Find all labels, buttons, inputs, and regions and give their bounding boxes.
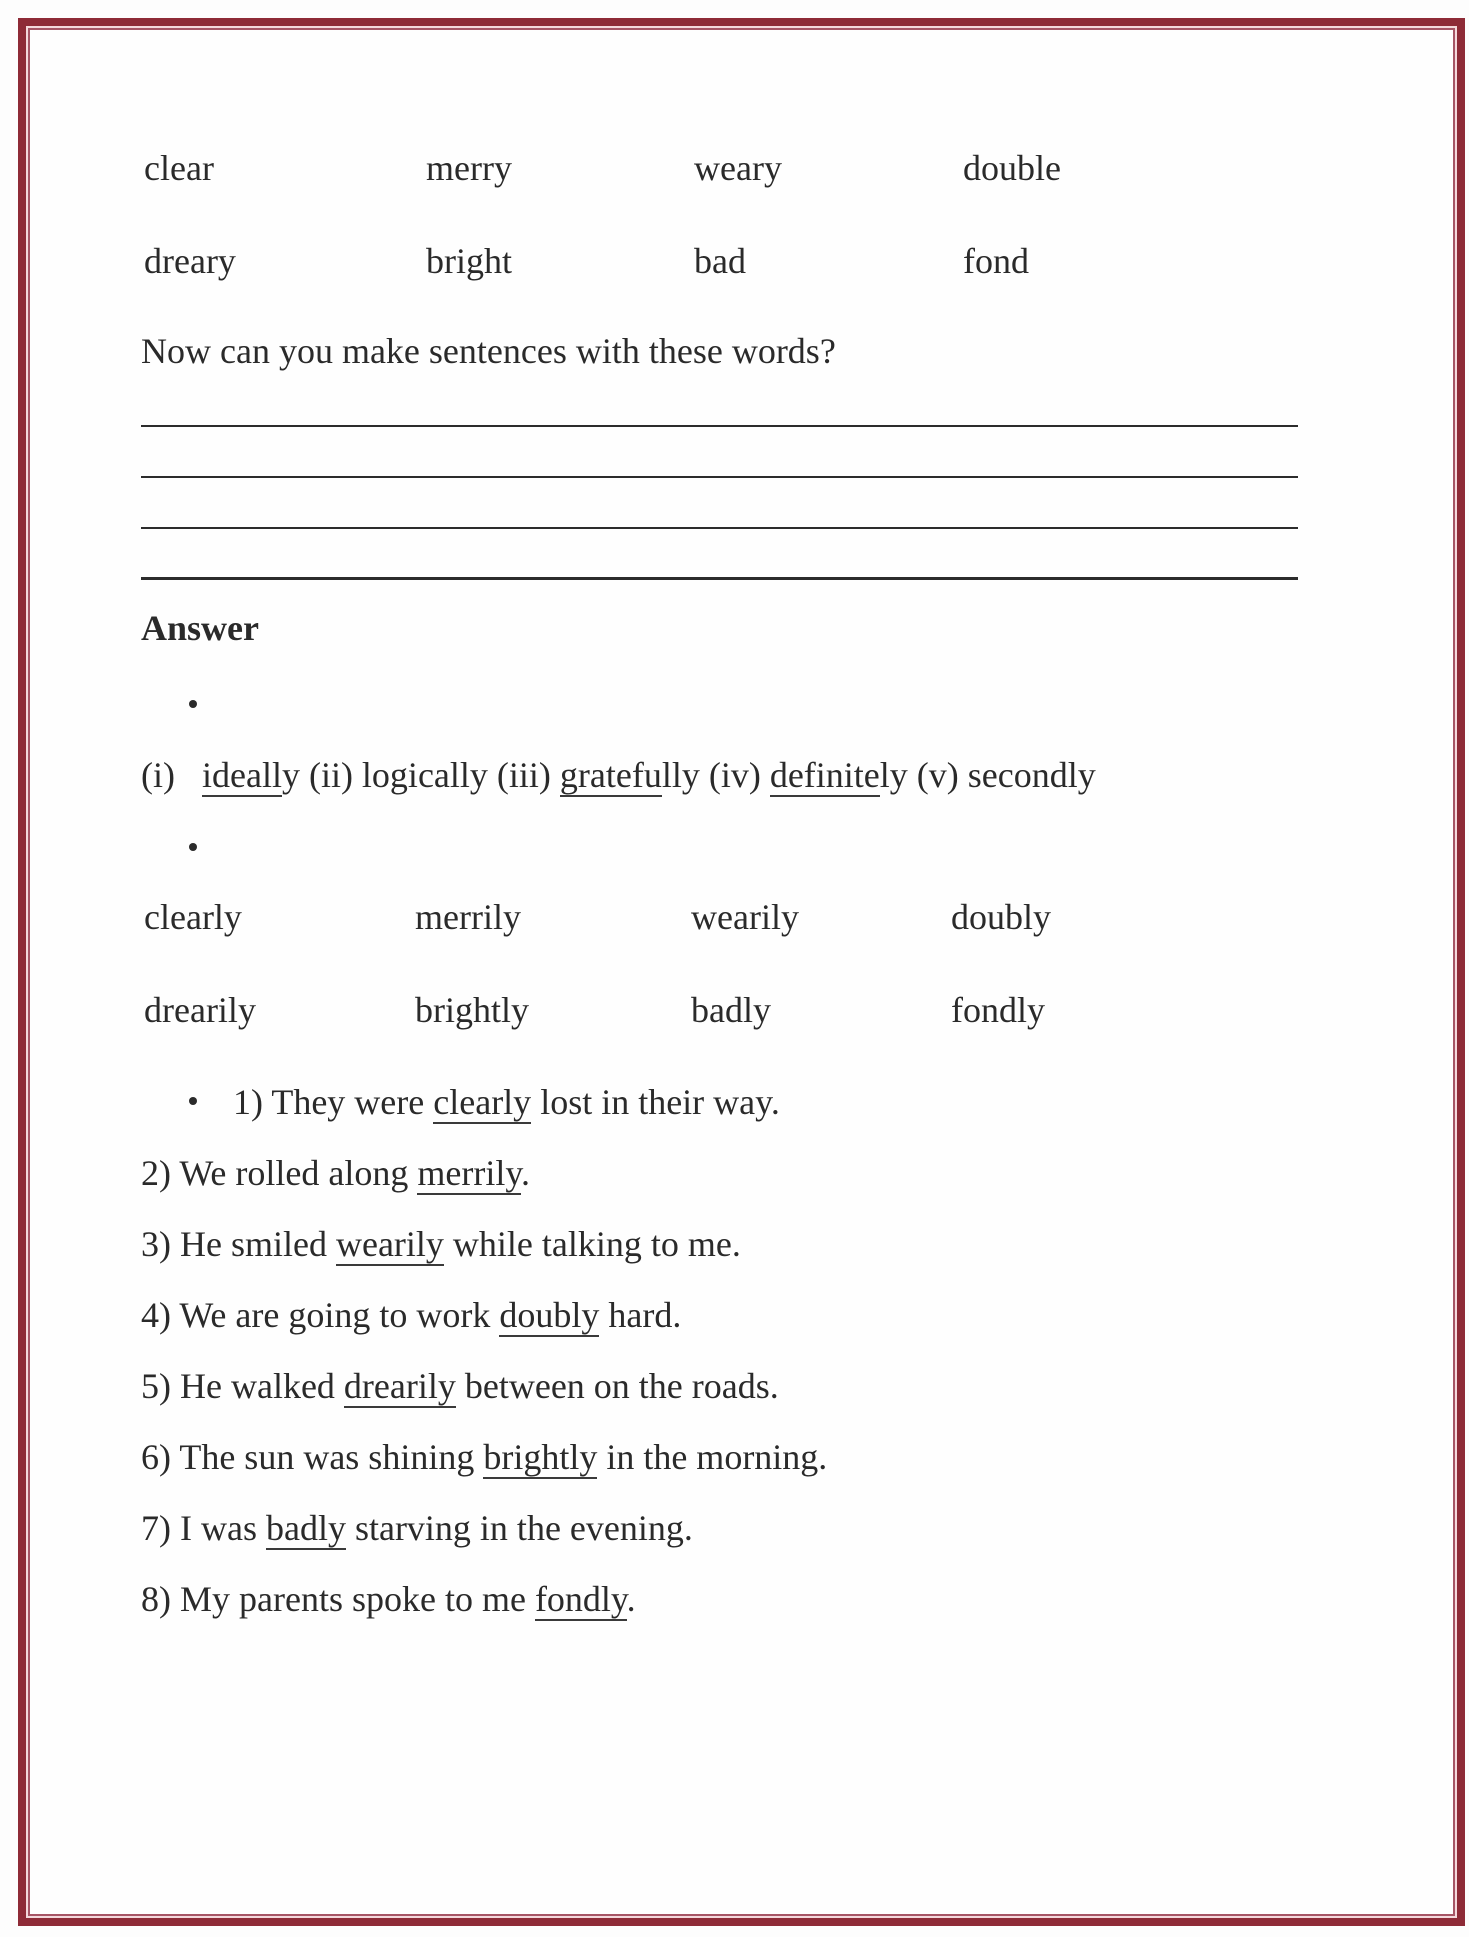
word-cell: clearly <box>144 897 242 937</box>
word-cell: weary <box>694 148 782 188</box>
underlined-word: definite <box>769 755 880 795</box>
item-label: (iii) <box>496 755 551 795</box>
word-cell: doubly <box>951 897 1052 937</box>
underlined-word: ideall <box>201 755 282 795</box>
underlined-word: wearily <box>335 1224 444 1264</box>
bullet-icon <box>189 1097 197 1105</box>
word-cell: wearily <box>691 897 799 937</box>
underlined-word: clearly <box>433 1082 532 1122</box>
underlined-word: brightly <box>483 1437 598 1477</box>
sentence: 2) We rolled along merrily. <box>141 1153 530 1193</box>
word-cell: dreary <box>144 241 236 281</box>
writing-line[interactable] <box>141 527 1298 529</box>
sentence: 6) The sun was shining brightly in the morning. <box>141 1437 828 1477</box>
word-cell: badly <box>691 990 771 1030</box>
page-inner-border <box>28 28 1455 1916</box>
sentence: 1) They were clearly lost in their way. <box>233 1082 780 1122</box>
writing-line[interactable] <box>141 577 1298 580</box>
writing-line[interactable] <box>141 425 1298 427</box>
word-cell: merry <box>426 148 512 188</box>
word-cell: bad <box>694 241 746 281</box>
underlined-word: doubly <box>499 1295 600 1335</box>
answer-part1-line <box>141 757 1096 793</box>
word-cell: brightly <box>415 990 529 1030</box>
word-suffix: y <box>281 755 300 795</box>
answer-heading: Answer <box>141 608 259 648</box>
bullet-icon <box>189 700 197 708</box>
word-cell: clear <box>144 148 214 188</box>
writing-line[interactable] <box>141 476 1298 478</box>
word-suffix: lly <box>661 755 700 795</box>
word-cell: double <box>963 148 1061 188</box>
item-text: (v) secondly <box>916 755 1096 795</box>
page-border <box>18 18 1465 1926</box>
underlined-word: fondly <box>534 1579 627 1619</box>
underlined-word: drearily <box>343 1366 456 1406</box>
word-cell: bright <box>426 241 512 281</box>
word-cell: fondly <box>951 990 1045 1030</box>
item-label: (iv) <box>708 755 761 795</box>
bullet-icon <box>189 843 197 851</box>
sentence: 5) He walked drearily between on the roads. <box>141 1366 779 1406</box>
word-cell: fond <box>963 241 1029 281</box>
item-text: (ii) logically <box>308 755 488 795</box>
sentence: 3) He smiled wearily while talking to me. <box>141 1224 741 1264</box>
word-cell: merrily <box>415 897 521 937</box>
underlined-word: badly <box>265 1508 346 1548</box>
word-cell: drearily <box>144 990 256 1030</box>
prompt-text: Now can you make sentences with these words? <box>141 331 836 371</box>
sentence: 4) We are going to work doubly hard. <box>141 1295 682 1335</box>
underlined-word: merrily <box>417 1153 521 1193</box>
word-suffix: ly <box>879 755 908 795</box>
item-label: (i) <box>141 755 175 795</box>
underlined-word: gratefu <box>559 755 662 795</box>
sentence: 8) My parents spoke to me fondly. <box>141 1579 636 1619</box>
sentence: 7) I was badly starving in the evening. <box>141 1508 693 1548</box>
